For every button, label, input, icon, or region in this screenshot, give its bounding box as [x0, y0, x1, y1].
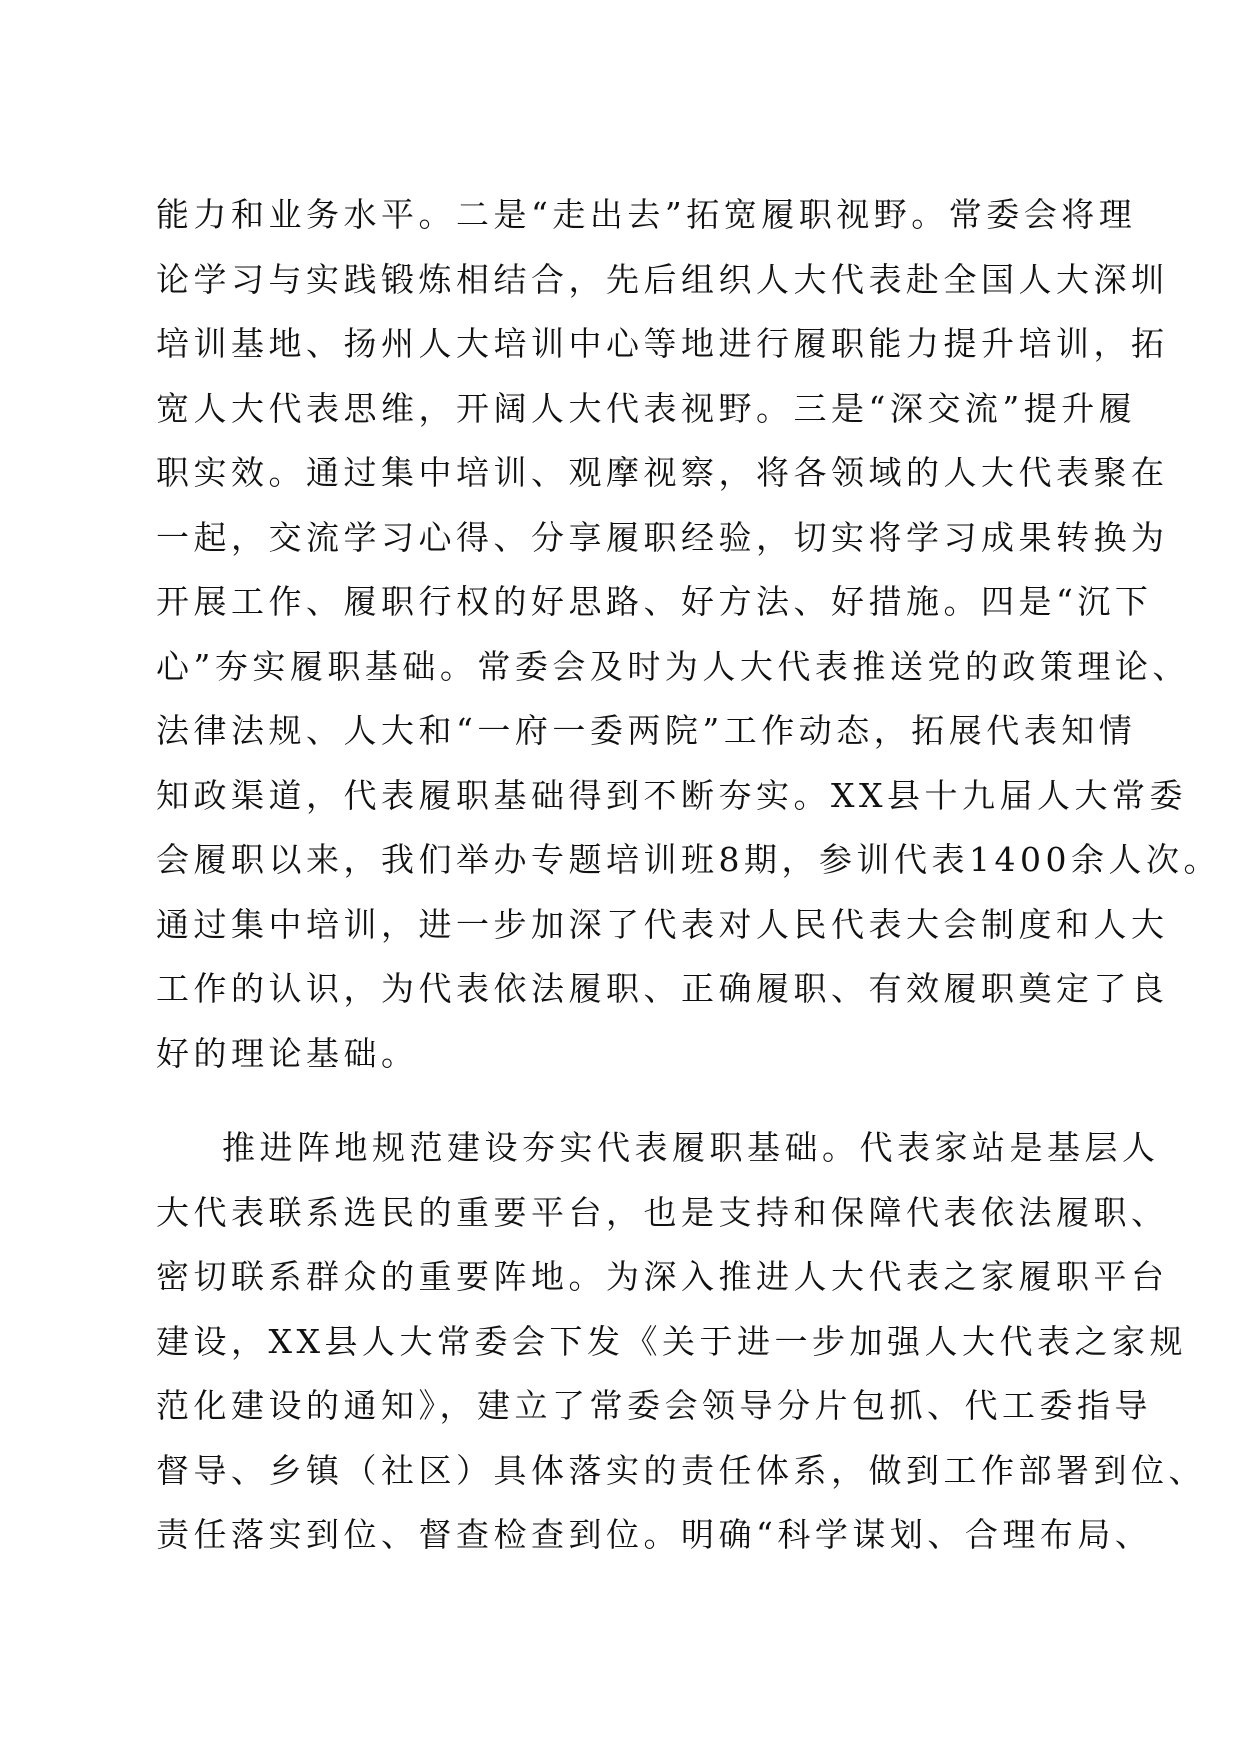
text-line: 大代表联系选民的重要平台，也是支持和保障代表依法履职、: [156, 1192, 1169, 1232]
text-line: 职实效。通过集中培训、观摩视察，将各领域的人大代表聚在: [156, 453, 1169, 492]
text-line: 法律法规、人大和“一府一委两院”工作动态，拓展代表知情: [156, 711, 1137, 750]
text-line: 能力和业务水平。二是“走出去”拓宽履职视野。常委会将理: [156, 195, 1137, 234]
text-line: 建设，XX县人大常委会下发《关于进一步加强人大代表之家规: [156, 1321, 1187, 1361]
text-line: 工作的认识，为代表依法履职、正确履职、有效履职奠定了良: [156, 969, 1169, 1008]
text-line: 一起，交流学习心得、分享履职经验，切实将学习成果转换为: [156, 517, 1169, 557]
paragraph-stations: [156, 1116, 1206, 1568]
body-text: [156, 183, 1221, 1568]
text-line: 密切联系群众的重要阵地。为深入推进人大代表之家履职平台: [156, 1257, 1169, 1296]
text-line: 宽人大代表思维，开阔人大代表视野。三是“深交流”提升履: [156, 388, 1137, 428]
text-line: 开展工作、履职行权的好思路、好方法、好措施。四是“沉下: [156, 582, 1153, 621]
text-line: 责任落实到位、督查检查到位。明确“科学谋划、合理布局、: [156, 1515, 1153, 1554]
text-line-indented: 推进阵地规范建设夯实代表履职基础。代表家站是基层人: [222, 1128, 1160, 1167]
text-line: 通过集中培训，进一步加深了代表对人民代表大会制度和人大: [156, 904, 1169, 944]
text-line: 会履职以来，我们举办专题培训班8期，参训代表1400余人次。: [156, 840, 1221, 879]
paragraph-spacer: [156, 1086, 1086, 1116]
text-line: 好的理论基础。: [156, 1033, 419, 1073]
text-line: 心”夯实履职基础。常委会及时为人大代表推送党的政策理论、: [156, 646, 1190, 686]
text-line: 督导、乡镇（社区）具体落实的责任体系，做到工作部署到位、: [156, 1450, 1206, 1490]
text-line: 培训基地、扬州人大培训中心等地进行履职能力提升培训，拓: [156, 324, 1169, 363]
paragraph-training: [156, 183, 1221, 1086]
text-line: 范化建设的通知》，建立了常委会领导分片包抓、代工委指导: [156, 1386, 1152, 1425]
text-line: 知政渠道，代表履职基础得到不断夯实。XX县十九届人大常委: [156, 775, 1187, 815]
text-line: 论学习与实践锻炼相结合，先后组织人大代表赴全国人大深圳: [156, 259, 1169, 299]
